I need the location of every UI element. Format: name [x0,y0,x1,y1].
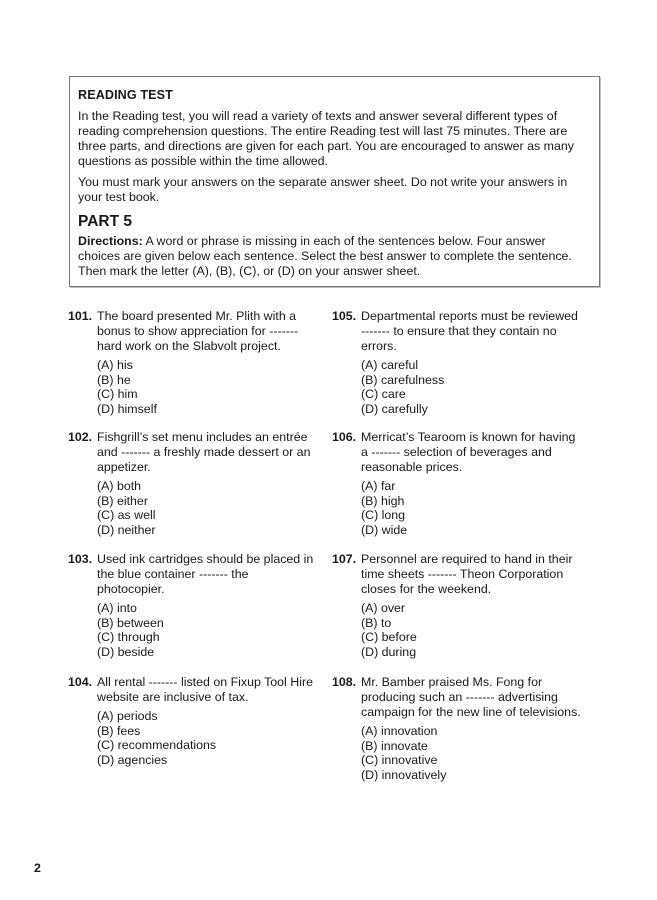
option-b[interactable]: (B) carefulness [361,372,445,387]
intro-paragraph-2: You must mark your answers on the separate answer sheet. Do not write your answers in your test book. [78,175,568,204]
option-a[interactable]: (A) far [361,479,396,493]
option-b[interactable]: (B) fees [97,723,141,738]
option-b[interactable]: (B) innovate [361,738,428,753]
question-number: 101. [68,309,93,323]
option-c[interactable]: (C) innovative [361,753,438,768]
option-a[interactable]: (A) periods [97,709,158,723]
directions-label: Directions: [78,234,143,248]
option-a[interactable]: (A) innovation [361,724,438,738]
part-title: PART 5 [78,213,132,230]
question-108 [332,675,594,795]
option-c[interactable]: (C) long [361,508,406,523]
option-b[interactable]: (B) he [97,372,131,387]
question-107 [332,552,582,672]
directions [78,234,591,279]
answer-options [97,479,318,538]
question-text: All rental ------- listed on Fixup Tool Hire website are inclusive of tax. [97,675,313,704]
question-text: Used ink cartridges should be placed in the blue container ------- the photocopier. [97,552,314,596]
option-d[interactable]: (D) carefully [361,402,428,417]
answer-options [97,601,318,660]
option-d[interactable]: (D) beside [97,645,155,660]
option-b[interactable]: (B) high [361,493,405,508]
option-a[interactable]: (A) both [97,479,142,493]
question-number: 108. [332,675,357,689]
question-105 [332,309,582,429]
question-number: 102. [68,430,93,444]
question-number: 106. [332,430,357,444]
option-d[interactable]: (D) neither [97,523,156,538]
option-d[interactable]: (D) wide [361,523,408,538]
answer-options [97,358,308,417]
question-106 [332,430,582,550]
option-a[interactable]: (A) into [97,601,137,615]
directions-text: A word or phrase is missing in each of the sentences below. Four answer choices are given below each sentence. Select the best answer to complete the sentence. Then mark the letter (A), (B), (C), or (D) on your answer sheet. [78,234,572,278]
question-101 [68,309,308,429]
reading-test-title: READING TEST [78,88,173,102]
option-c[interactable]: (C) through [97,630,160,645]
option-a[interactable]: (A) his [97,358,133,372]
option-c[interactable]: (C) him [97,387,138,402]
question-number: 103. [68,552,93,566]
question-text: Departmental reports must be reviewed ------- to ensure that they contain no errors. [361,309,578,353]
option-d[interactable]: (D) during [361,645,417,660]
option-c[interactable]: (C) before [361,630,417,645]
page-number: 2 [34,861,41,875]
answer-options [361,724,594,783]
question-text: Mr. Bamber praised Ms. Fong for producing such an ------- advertising campaign for the new line of televisions. [361,675,581,719]
question-text: The board presented Mr. Plith with a bonus to show appreciation for ------- hard work on the Slabvolt project. [97,309,299,353]
question-number: 105. [332,309,357,323]
option-d[interactable]: (D) agencies [97,753,168,768]
intro-paragraph-1: In the Reading test, you will read a variety of texts and answer several different types of reading comprehension questions. The entire Reading test will last 75 minutes. There are three parts, and directions are given for each part. You are encouraged to answer as many questions as possible within the time allowed. [78,109,574,168]
question-102 [68,430,318,550]
option-b[interactable]: (B) to [361,615,392,630]
option-c[interactable]: (C) recommendations [97,738,217,753]
question-number: 104. [68,675,93,689]
answer-options [361,601,582,660]
question-text: Fishgrill’s set menu includes an entrée and ------- a freshly made dessert or an appetizer. [97,430,311,474]
option-a[interactable]: (A) careful [361,358,419,372]
reading-test-intro-box [69,76,600,287]
answer-options [361,358,582,417]
option-a[interactable]: (A) over [361,601,406,615]
option-d[interactable]: (D) himself [97,402,157,417]
question-text: Merricat’s Tearoom is known for having a ------- selection of beverages and reasonable prices. [361,430,576,474]
option-b[interactable]: (B) either [97,493,148,508]
option-b[interactable]: (B) between [97,615,164,630]
question-103 [68,552,318,672]
question-104 [68,675,324,780]
option-c[interactable]: (C) as well [97,508,156,523]
option-c[interactable]: (C) care [361,387,406,402]
question-text: Personnel are required to hand in their time sheets ------- Theon Corporation closes for the weekend. [361,552,573,596]
option-d[interactable]: (D) innovatively [361,768,447,783]
answer-options [97,709,324,768]
answer-options [361,479,582,538]
question-number: 107. [332,552,357,566]
